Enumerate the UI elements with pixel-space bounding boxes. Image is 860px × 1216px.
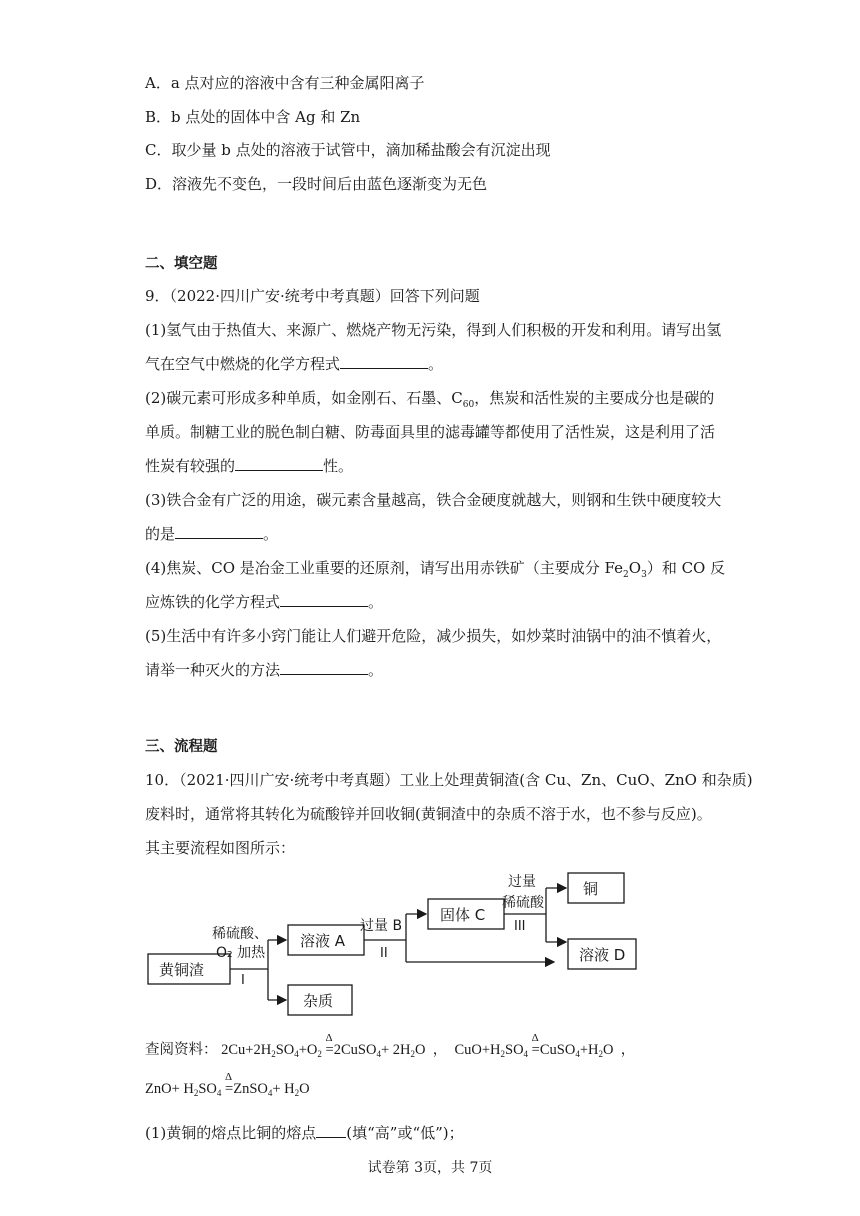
equation-3: $ZnO+ H_2SO_4$ Δ =ZnSO$_4$+ $H_2O$ <box>145 1071 310 1098</box>
q9-stem: 9．（2022·四川广安·统考中考真题）回答下列问题 <box>145 287 480 305</box>
box-solid-c-label: 固体 C <box>440 906 486 924</box>
answer-blank[interactable] <box>316 1123 346 1138</box>
heating-sign: Δ = <box>531 1032 540 1058</box>
step2-number: II <box>380 946 388 961</box>
heating-sign: Δ = <box>325 1032 334 1058</box>
box-solution-d-label: 溶液 D <box>579 946 626 964</box>
option-d: D．溶液先不变色，一段时间后由蓝色逐渐变为无色 <box>145 175 488 193</box>
step1-reagent-line1: 稀硫酸、 <box>212 926 268 942</box>
q9-part3-line2 <box>145 524 278 544</box>
page-footer: 试卷第 3页，共 7页 <box>367 1160 493 1176</box>
step2-reagent: 过量 B <box>360 918 403 934</box>
q9-part2c-end: 性。 <box>323 457 354 475</box>
q9-part4-line2 <box>145 592 383 612</box>
reference-label: 查阅资料： <box>145 1042 218 1058</box>
answer-blank[interactable] <box>175 524 263 539</box>
reference-equations-line1: 查阅资料： $2Cu+2H_2SO_4+O_2$ Δ =2CuSO$_4$+ $2H_2O$ ， $CuO+H_2SO_4$ Δ $=CuSO_4+H_2O$ ， <box>145 1032 636 1059</box>
q10-line1: 10．（2021·四川广安·统考中考真题）工业上处理黄铜渣(含 Cu、Zn、CuO、ZnO 和杂质) <box>145 771 753 789</box>
step3-reagent-line1: 过量 <box>508 874 536 890</box>
q10-part1-text: (1)黄铜的熔点比铜的熔点 <box>145 1124 317 1142</box>
q9-part4-end: ）和 CO 反 <box>646 559 726 577</box>
option-a: A．a 点对应的溶液中含有三种金属阳离子 <box>145 74 425 92</box>
q10-line2: 废料时，通常将其转化为硫酸锌并回收铜(黄铜渣中的杂质不溶于水，也不参与反应)。 <box>145 805 712 823</box>
q9-part5-text: 请举一种灭火的方法 <box>145 661 281 679</box>
q9-part2-end: ，焦炭和活性炭的主要成分也是碳的 <box>474 389 715 407</box>
q9-part2-line1 <box>145 388 714 415</box>
answer-blank[interactable] <box>280 660 368 675</box>
heating-sign: Δ = <box>225 1071 234 1097</box>
box-solution-a-label: 溶液 A <box>300 932 346 950</box>
q9-part2-sub: 60 <box>462 400 475 410</box>
box-copper-label: 铜 <box>583 880 599 898</box>
step3-number: III <box>514 919 526 934</box>
q9-part4b-end: 。 <box>368 593 384 611</box>
q9-part5-line2 <box>145 660 383 680</box>
q10-part1-end: (填“高”或“低”)； <box>346 1124 464 1142</box>
answer-blank[interactable] <box>340 354 428 369</box>
answer-blank[interactable] <box>235 456 323 471</box>
q9-part2c-text: 性炭有较强的 <box>145 457 236 475</box>
q9-part5-line1: (5)生活中有许多小窍门能让人们避开危险，减少损失，如炒菜时油锅中的油不慎着火， <box>145 627 722 645</box>
section-flow-title: 三、流程题 <box>145 739 218 755</box>
q9-part1-line1: (1)氢气由于热值大、来源广、燃烧产物无污染，得到人们积极的开发和利用。请写出氢 <box>145 321 722 339</box>
q9-part2-line3 <box>145 456 353 476</box>
q10-line3: 其主要流程如图所示： <box>145 839 296 857</box>
q9-part1-line2 <box>145 354 443 374</box>
q9-part5-end: 。 <box>368 661 384 679</box>
box-brass-slag-label: 黄铜渣 <box>159 961 205 979</box>
step1-reagent-line2: O₂ 加热 <box>216 945 266 961</box>
q9-part4-sub2: 3 <box>641 570 647 580</box>
q9-part4b-text: 应炼铁的化学方程式 <box>145 593 281 611</box>
box-impurity-label: 杂质 <box>303 992 334 1010</box>
answer-blank[interactable] <box>280 592 368 607</box>
equation-1: $2Cu+2H_2SO_4+O_2$ Δ =2CuSO$_4$+ $2H_2O$ <box>221 1032 430 1059</box>
q9-part4-mid: O <box>628 559 642 577</box>
q9-part4-sub1: 2 <box>623 570 629 580</box>
q9-part1-end: 。 <box>428 355 444 373</box>
q9-part4-text: (4)焦炭、CO 是冶金工业重要的还原剂，请写出用赤铁矿（主要成分 Fe <box>145 559 624 577</box>
q9-part2-line2: 单质。制糖工业的脱色制白糖、防毒面具里的滤毒罐等都使用了活性炭，这是利用了活 <box>145 423 716 441</box>
step1-number: I <box>241 973 245 988</box>
process-flow-diagram <box>140 866 660 1026</box>
reference-equations-line2 <box>145 1071 310 1098</box>
option-b: B．b 点处的固体中含 Ag 和 Zn <box>145 108 361 126</box>
q9-part4-line1 <box>145 558 725 585</box>
q9-part1-text: 气在空气中燃烧的化学方程式 <box>145 355 341 373</box>
equation-2: $CuO+H_2SO_4$ Δ $=CuSO_4+H_2O$ ， <box>454 1032 636 1059</box>
q9-part2-text: (2)碳元素可形成多种单质，如金刚石、石墨、C <box>145 389 463 407</box>
q9-part3-text: 的是 <box>145 525 176 543</box>
q9-part3-end: 。 <box>263 525 279 543</box>
option-c: C．取少量 b 点处的溶液于试管中，滴加稀盐酸会有沉淀出现 <box>145 141 551 159</box>
q10-part1 <box>145 1123 464 1143</box>
step3-reagent-line2: 稀硫酸 <box>502 895 544 911</box>
q9-part3-line1: (3)铁合金有广泛的用途，碳元素含量越高，铁合金硬度就越大，则钢和生铁中硬度较大 <box>145 491 722 509</box>
section-fill-in-title: 二、填空题 <box>145 256 218 272</box>
